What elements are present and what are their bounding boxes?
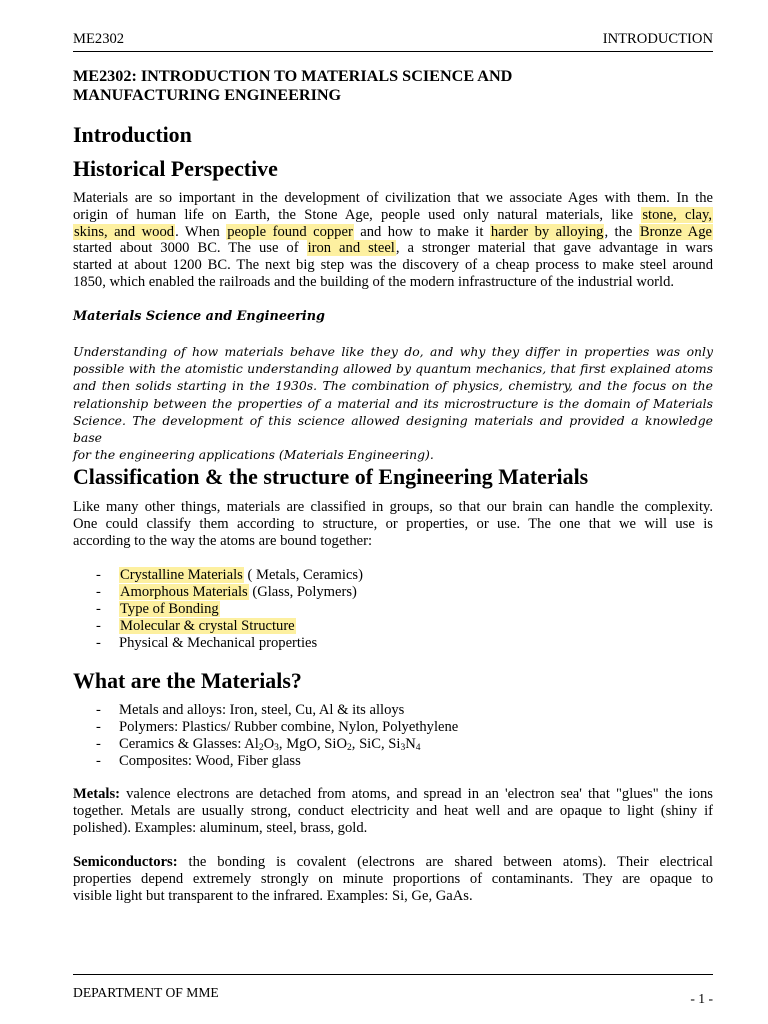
term-semiconductors: Semiconductors: xyxy=(73,854,178,870)
heading-historical-perspective: Historical Perspective xyxy=(73,156,278,181)
highlight-harder-by-alloying: harder by alloying xyxy=(490,223,604,240)
paragraph-semiconductors: Semiconductors: the bonding is covalent (electrons are shared between atoms). Their electrical properties depend extremely strongly on minute proportions of contaminants. They are opaque to visible light but transparent to the infrared. Examples: Si, Ge, GaAs. xyxy=(73,854,713,904)
list-item: - Molecular & crystal Structure xyxy=(96,617,295,634)
document-title: ME2302: INTRODUCTION TO MATERIALS SCIENCE AND MANUFACTURING ENGINEERING xyxy=(73,67,513,104)
paragraph-materials-science: Understanding of how materials behave like they do, and why they differ in properties was only possible with the atomistic understanding allowed by quantum mechanics, that first explained atoms and then solids starting in the 1930s. The combination of physics, chemistry, and the focus on the relationship between the properties of a material and its microstructure is the domain of Materials Science. The development of this science allowed designing materials and provided a knowledge base for the engineering applications (Materials Engineering). xyxy=(73,344,713,463)
list-item: - Crystalline Materials ( Metals, Ceramics) xyxy=(96,567,363,583)
term-metals: Metals: xyxy=(73,786,121,802)
document-page xyxy=(73,0,713,1024)
highlight-bronze-age: Bronze Age xyxy=(639,223,712,240)
materials-list xyxy=(73,702,713,770)
list-item: - Ceramics & Glasses: $Al_2O_3$, MgO, SiO$_2$, SiC, $Si_3N_4$ xyxy=(96,735,421,753)
page-number: - 1 - xyxy=(690,991,713,1006)
header-course-code: ME2302 xyxy=(73,31,125,47)
heading-materials-science-engineering: Materials Science and Engineering xyxy=(73,309,325,324)
list-item: - Polymers: Plastics/ Rubber combine, Nylon, Polyethylene xyxy=(96,718,459,735)
list-item: - Composites: Wood, Fiber glass xyxy=(96,752,301,769)
footer-rule xyxy=(73,974,713,975)
classification-list xyxy=(73,567,713,652)
list-item: - Type of Bonding xyxy=(96,600,219,617)
paragraph-metals: Metals: valence electrons are detached from atoms, and spread in an 'electron sea' that "glues" the ions together. Metals are usually strong, conduct electricity and heat well and are opaque to light (shiny if polished). Examples: aluminum, steel, brass, gold. xyxy=(73,786,713,836)
highlight-skins-wood: skins, and wood xyxy=(74,223,175,240)
heading-what-are-materials: What are the Materials? xyxy=(73,668,302,693)
paragraph-historical: Materials are so important in the development of civilization that we associate Ages with them. In the origin of human life on Earth, the Stone Age, people used only natural materials, like stone, clay, skins, and wood. When people found copper and how to make it harder by alloying, the Bronze Age started about 3000 BC. The use of iron and steel, a stronger material that gave advantage in wars started at about 1200 BC. The next big step was the discovery of a cheap process to make steel around 1850, which enabled the railroads and the building of the modern infrastructure of the industrial world. xyxy=(73,190,713,290)
heading-introduction: Introduction xyxy=(73,122,192,147)
list-item: - Physical & Mechanical properties xyxy=(96,634,318,651)
running-header xyxy=(73,31,713,52)
list-item: - Amorphous Materials (Glass, Polymers) xyxy=(96,583,357,600)
list-item: - Metals and alloys: Iron, steel, Cu, Al & its alloys xyxy=(96,702,405,718)
heading-classification: Classification & the structure of Engineering Materials xyxy=(73,464,589,489)
header-section: INTRODUCTION xyxy=(602,31,713,47)
highlight-stone-clay: stone, clay, xyxy=(642,206,713,223)
footer-department: DEPARTMENT OF MME xyxy=(73,985,219,1000)
paragraph-classification: Like many other things, materials are classified in groups, so that our brain can handle the complexity. One could classify them according to structure, or properties, or use. The one that we will use is according to the way the atoms are bound together: xyxy=(73,499,713,549)
highlight-iron-and-steel: iron and steel xyxy=(307,240,395,257)
highlight-people-found-copper: people found copper xyxy=(227,223,353,240)
